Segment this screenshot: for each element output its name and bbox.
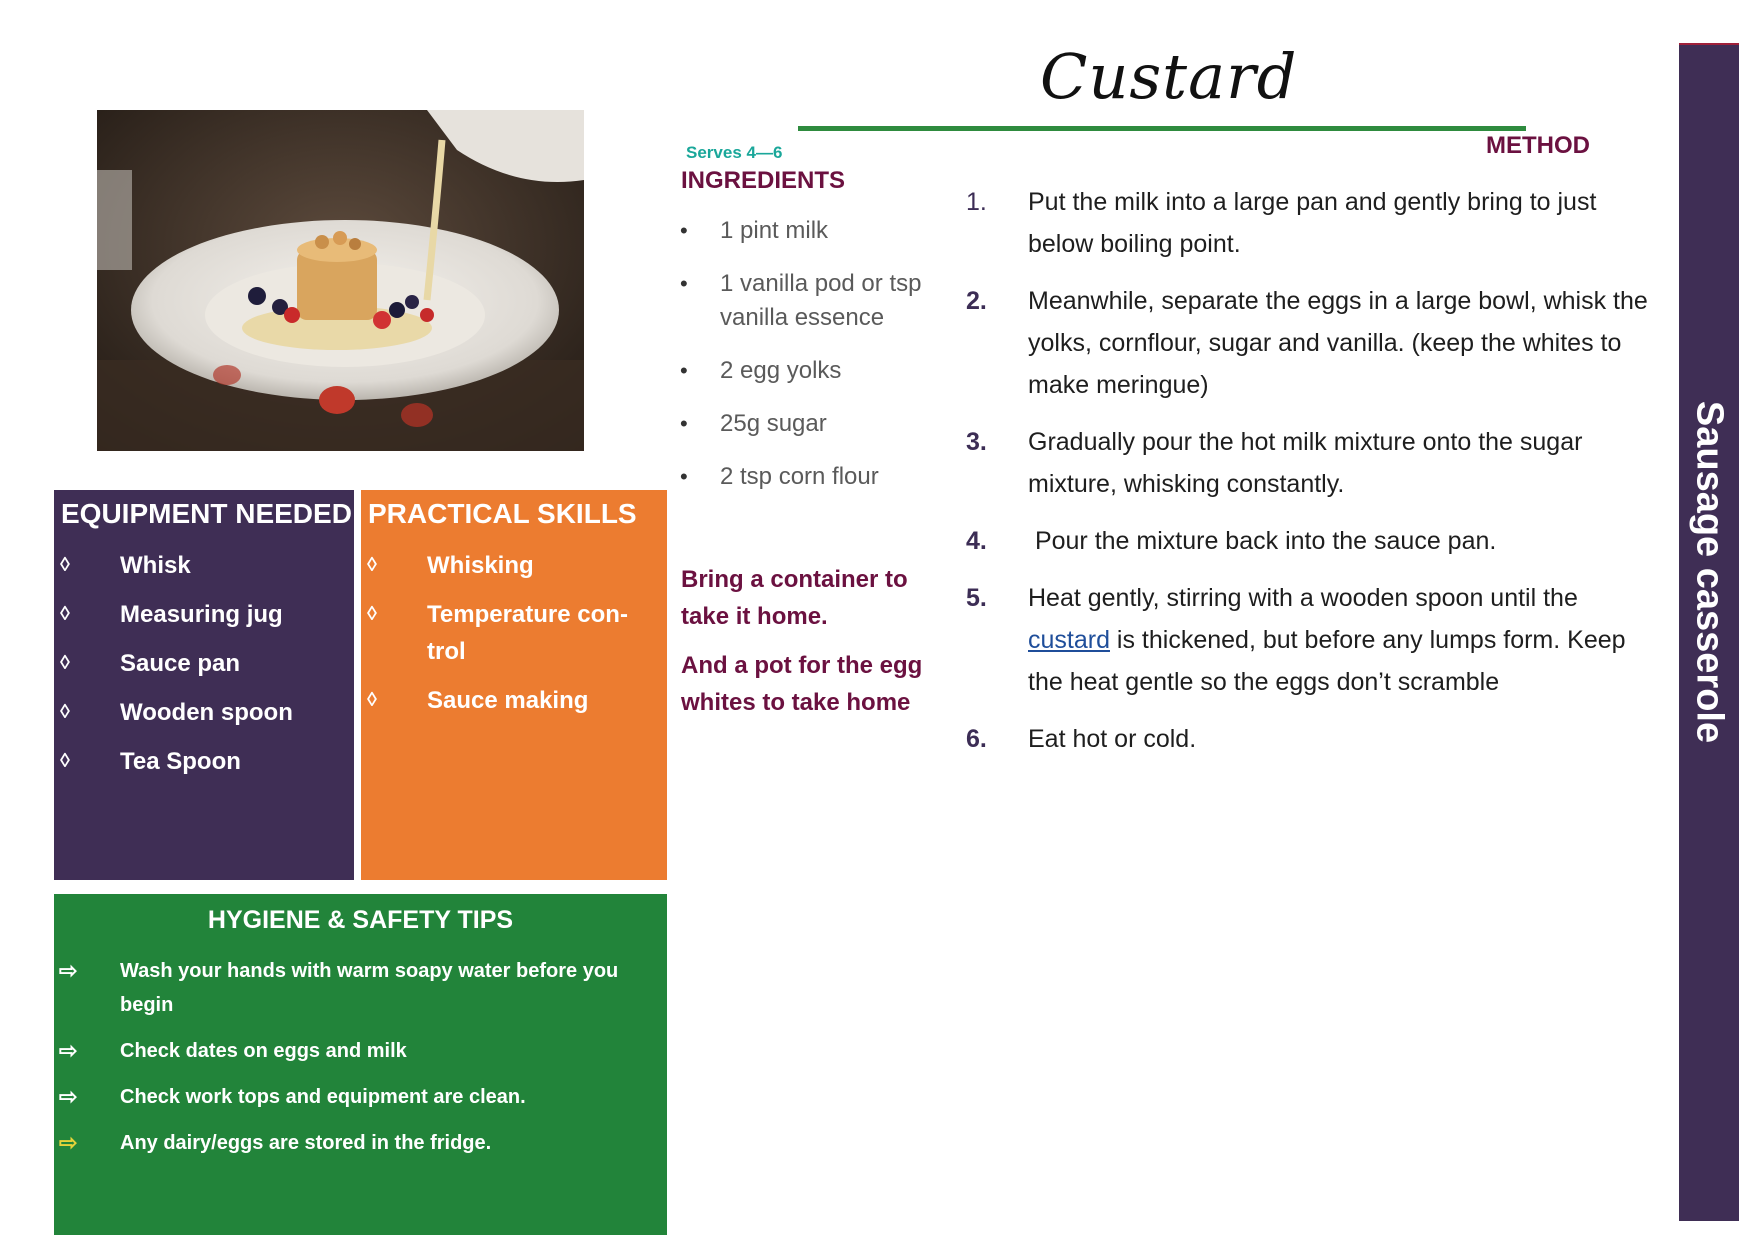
method-list [966,181,1656,775]
list-item [54,547,354,584]
ingredients-list [680,214,960,513]
step-text-after: is thickened, but before any lumps form. Keep the heat gentle so the eggs don’t scramble [1028,626,1626,696]
equipment-text: Sauce pan [120,650,241,677]
hygiene-text: Any dairy/eggs are stored in the fridge. [120,1132,492,1154]
note-container: Bring a container to take it home. [681,566,908,630]
step-text: Pour the mixture back into the sauce pan. [1028,527,1497,555]
practical-skills-box [361,490,667,880]
skill-text: Temperature con-trol [427,601,628,665]
list-item [680,214,960,248]
bullet-icon: • [680,358,688,383]
equipment-text: Whisk [120,552,191,579]
hygiene-list [54,954,667,1172]
list-item [54,1080,667,1114]
method-step [966,718,1656,760]
hygiene-box [54,894,667,1235]
method-step [966,181,1656,265]
skill-text: Whisking [427,552,534,579]
diamond-icon: ◊ [60,750,70,772]
custard-link[interactable]: custard [1028,626,1110,654]
method-step [966,421,1656,505]
step-text-before: Heat gently, stirring with a wooden spoon until the [1028,584,1578,612]
step-number: 2. [966,287,987,315]
ingredient-text: 25g sugar [720,410,827,437]
arrow-right-icon: ⇨ [59,1130,78,1155]
step-text: Gradually pour the hot milk mixture onto the sugar mixture, whisking constantly. [1028,428,1583,498]
step-number: 6. [966,725,987,753]
ingredient-text: 1 pint milk [720,217,829,244]
list-item [54,743,354,780]
hygiene-text: Check dates on eggs and milk [120,1040,407,1062]
side-banner-label: Sausage casserole [1688,400,1731,744]
step-text: Meanwhile, separate the eggs in a large bowl, whisk the yolks, cornflour, sugar and vanilla. (keep the whites to make meringue) [1028,287,1648,399]
diamond-icon: ◊ [60,554,70,576]
bullet-icon: • [680,218,688,243]
method-step [966,577,1656,703]
notes [681,561,961,733]
list-item [54,1034,667,1068]
ingredient-text: 1 vanilla pod or tsp vanilla essence [720,270,922,331]
step-number: 3. [966,428,987,456]
list-item [54,694,354,731]
page-title: Custard [1040,40,1298,113]
arrow-right-icon: ⇨ [59,1038,78,1063]
arrow-right-icon: ⇨ [59,1084,78,1109]
diamond-icon: ◊ [367,554,377,576]
equipment-text: Tea Spoon [120,748,241,775]
diamond-icon: ◊ [60,652,70,674]
diamond-icon: ◊ [367,689,377,711]
equipment-text: Wooden spoon [120,699,293,726]
step-text: Eat hot or cold. [1028,725,1197,753]
hygiene-text: Check work tops and equipment are clean. [120,1086,526,1108]
bullet-icon: • [680,411,688,436]
practical-list [361,547,667,731]
list-item [680,354,960,388]
side-banner [1679,43,1739,1221]
ingredients-heading: INGREDIENTS [681,167,846,194]
hygiene-heading: HYGIENE & SAFETY TIPS [207,906,514,934]
serves-label: Serves 4—6 [686,143,783,162]
step-number: 1. [966,188,987,216]
list-item [680,407,960,441]
ingredient-text: 2 egg yolks [720,357,842,384]
method-step [966,280,1656,406]
list-item [54,596,354,633]
bullet-icon: • [680,271,688,296]
dessert-image [97,110,584,451]
custard-photo [97,110,584,451]
step-text: Put the milk into a large pan and gently bring to just below boiling point. [1028,188,1597,258]
note-egg-pot: And a pot for the egg whites to take home [681,652,923,716]
equipment-text: Measuring jug [120,601,283,628]
list-item [54,645,354,682]
equipment-box [54,490,354,880]
list-item [680,460,960,494]
diamond-icon: ◊ [60,603,70,625]
list-item [54,1126,667,1160]
equipment-list [54,547,354,792]
title-underline [798,126,1526,131]
list-item [680,267,960,335]
diamond-icon: ◊ [60,701,70,723]
hygiene-text: Wash your hands with warm soapy water before you begin [120,960,619,1016]
ingredient-text: 2 tsp corn flour [720,463,879,490]
step-number: 4. [966,527,987,555]
step-number: 5. [966,584,987,612]
method-step [966,520,1656,562]
bullet-icon: • [680,464,688,489]
list-item [361,547,667,584]
list-item [54,954,667,1022]
equipment-heading: EQUIPMENT NEEDED [61,498,352,529]
practical-heading: PRACTICAL SKILLS [368,498,637,529]
method-heading: METHOD [1486,132,1590,159]
arrow-right-icon: ⇨ [59,958,78,983]
diamond-icon: ◊ [367,603,377,625]
list-item [361,682,667,719]
list-item [361,596,667,670]
skill-text: Sauce making [427,687,589,714]
